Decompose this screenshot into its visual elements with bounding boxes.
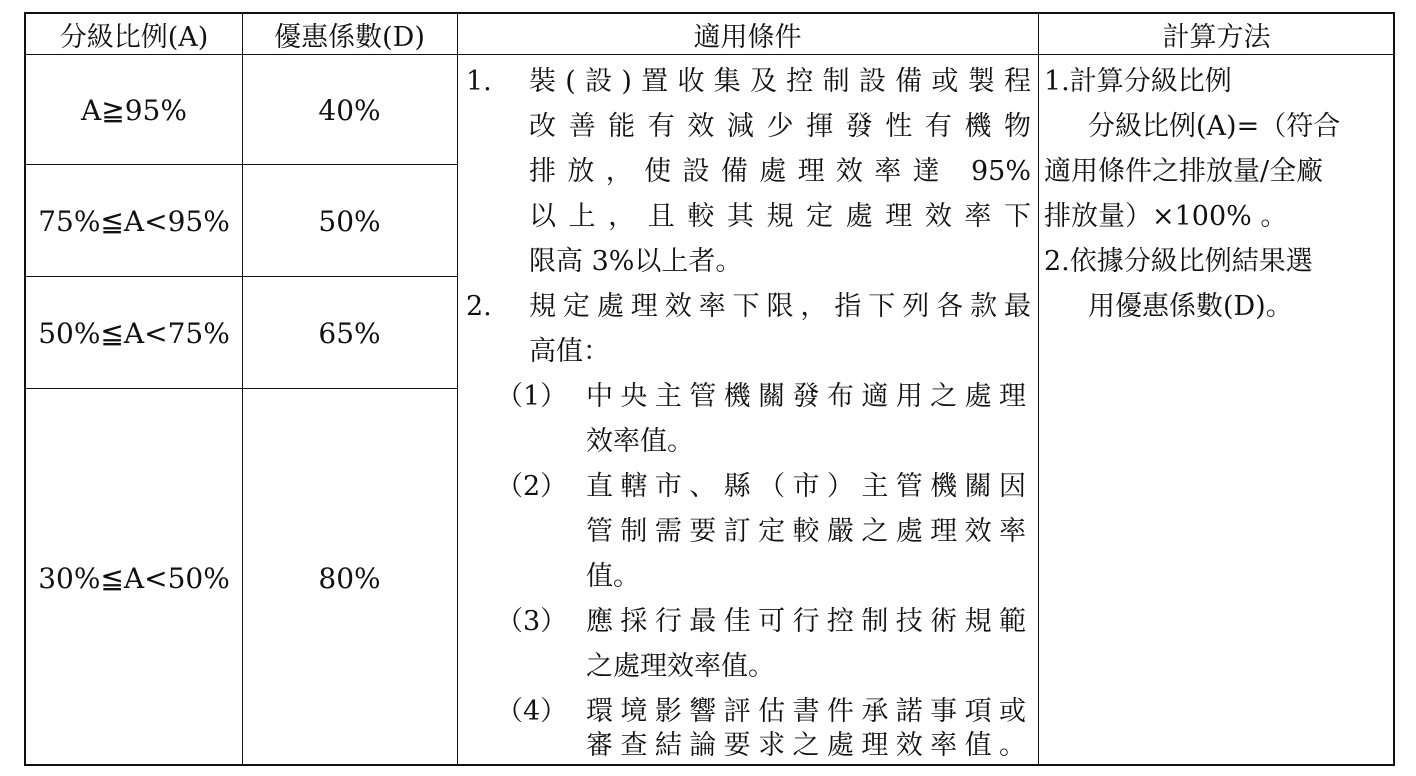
row-divider [26,164,457,165]
header-conditions: 適用條件 [693,21,802,53]
condition-line: 規定處理效率下限，指下列各款最 [529,291,1031,322]
ratio-cell: 30%≦A<50% [38,561,230,595]
header-ratio: 分級比例(A) [59,21,209,53]
row-divider [26,388,457,389]
coef-cell: 50% [318,204,381,238]
calc-line: 用優惠係數(D)。 [1088,291,1293,322]
subitem-line: 應採行最佳可行控制技術規範 [586,606,1026,637]
calc-line: 1.計算分級比例 [1044,66,1232,97]
subitem-line: 中央主管機關發布適用之處理 [586,381,1026,412]
coef-cell: 65% [318,316,381,350]
subitem-line: 效率值。 [586,426,694,457]
col-divider [457,14,458,764]
coef-cell: 80% [318,561,381,595]
calc-line: 2.依據分級比例結果選 [1044,246,1313,277]
subitem-number: （3） [496,606,568,637]
condition-line: 以上，且較其規定處理效率下 [529,201,1031,232]
calc-line: 分級比例(A)=（符合 [1088,111,1341,142]
condition-item-number: 1. [466,66,492,97]
header-coef: 優惠係數(D) [274,21,425,53]
subitem-number: （2） [496,471,568,502]
subitem-line: 管制需要訂定較嚴之處理效率 [586,516,1026,547]
ratio-cell: 75%≦A<95% [38,204,230,238]
condition-line: 裝(設)置收集及控制設備或製程 [529,66,1031,97]
subitem-number: （4） [496,696,568,727]
calc-line: 排放量）×100% 。 [1044,201,1288,232]
incentive-table [24,12,1395,766]
condition-line: 限高 3%以上者。 [529,246,743,277]
subitem-line: 之處理效率值。 [586,651,775,682]
calc-line: 適用條件之排放量/全廠 [1044,156,1324,187]
subitem-line: 環境影響評估書件承諾事項或 [586,696,1026,727]
subitem-line: 值。 [586,561,640,592]
condition-line: 排放，使設備處理效率達 95% [529,156,1031,187]
header-calc: 計算方法 [1162,21,1271,53]
subitem-number: （1） [496,381,568,412]
subitem-line: 直轄市、縣（市）主管機關因 [586,471,1026,502]
col-divider [1038,14,1039,764]
header-divider [26,54,1393,55]
row-divider [26,276,457,277]
subitem-line: 審查結論要求之處理效率值。 [586,730,1026,761]
condition-item-number: 2. [466,291,492,322]
condition-line: 改善能有效減少揮發性有機物 [529,111,1031,142]
ratio-cell: A≧95% [81,93,187,127]
ratio-cell: 50%≦A<75% [38,316,230,350]
coef-cell: 40% [318,93,381,127]
condition-line: 高值： [529,336,610,367]
